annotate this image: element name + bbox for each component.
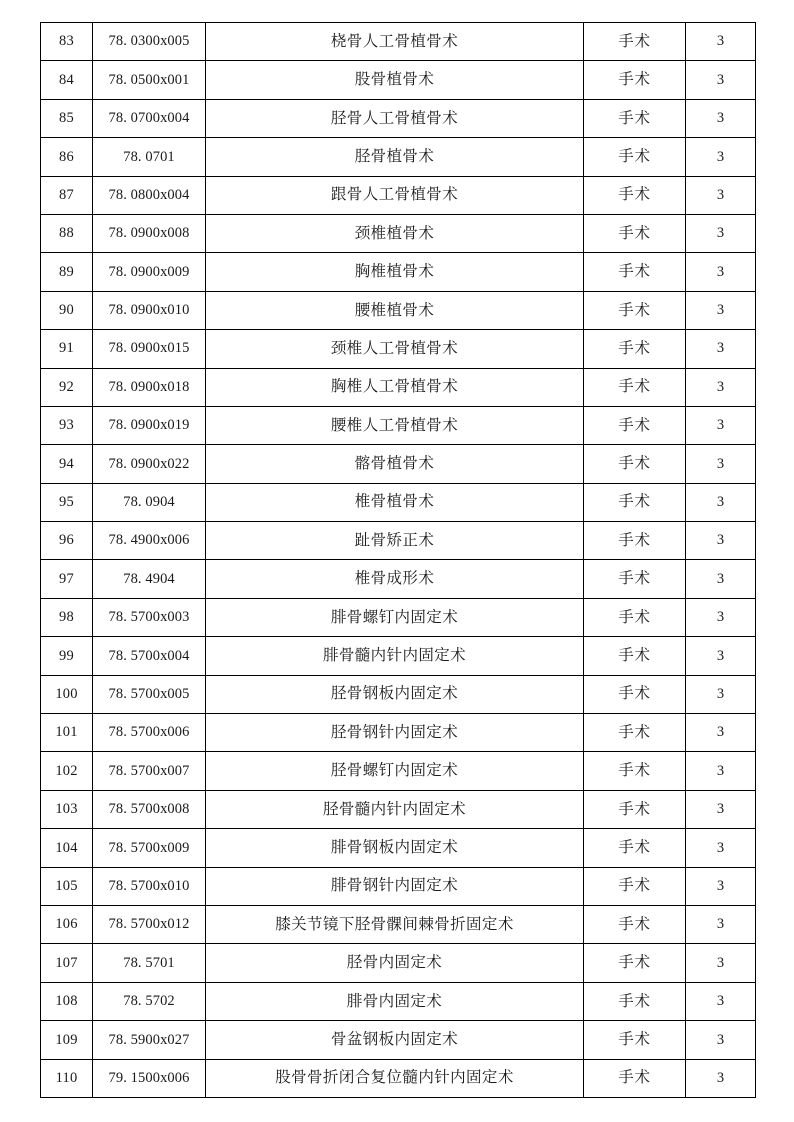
cell-category: 手术 bbox=[584, 790, 686, 828]
cell-procedure-name: 胫骨内固定术 bbox=[206, 944, 584, 982]
cell-procedure-name: 跟骨人工骨植骨术 bbox=[206, 176, 584, 214]
cell-procedure-code: 78. 5700x004 bbox=[93, 637, 206, 675]
table-row bbox=[41, 905, 756, 943]
table-row bbox=[41, 829, 756, 867]
cell-level: 3 bbox=[686, 675, 756, 713]
cell-category: 手术 bbox=[584, 176, 686, 214]
cell-procedure-code: 78. 5900x027 bbox=[93, 1021, 206, 1059]
cell-procedure-name: 胫骨螺钉内固定术 bbox=[206, 752, 584, 790]
cell-category: 手术 bbox=[584, 1021, 686, 1059]
cell-procedure-name: 腓骨钢板内固定术 bbox=[206, 829, 584, 867]
cell-procedure-name: 股骨植骨术 bbox=[206, 61, 584, 99]
cell-procedure-name: 胸椎植骨术 bbox=[206, 253, 584, 291]
table-row bbox=[41, 1021, 756, 1059]
cell-category: 手术 bbox=[584, 61, 686, 99]
cell-level: 3 bbox=[686, 1021, 756, 1059]
cell-procedure-code: 79. 1500x006 bbox=[93, 1059, 206, 1097]
cell-category: 手术 bbox=[584, 598, 686, 636]
cell-category: 手术 bbox=[584, 905, 686, 943]
cell-sequence-number: 93 bbox=[41, 406, 93, 444]
cell-sequence-number: 92 bbox=[41, 368, 93, 406]
table-row bbox=[41, 637, 756, 675]
table-row bbox=[41, 99, 756, 137]
cell-level: 3 bbox=[686, 176, 756, 214]
cell-procedure-code: 78. 5700x006 bbox=[93, 714, 206, 752]
cell-procedure-code: 78. 0900x022 bbox=[93, 445, 206, 483]
table-row bbox=[41, 406, 756, 444]
cell-sequence-number: 100 bbox=[41, 675, 93, 713]
cell-category: 手术 bbox=[584, 637, 686, 675]
cell-level: 3 bbox=[686, 905, 756, 943]
table-row bbox=[41, 445, 756, 483]
cell-procedure-name: 趾骨矫正术 bbox=[206, 522, 584, 560]
table-row bbox=[41, 368, 756, 406]
cell-procedure-code: 78. 4904 bbox=[93, 560, 206, 598]
cell-sequence-number: 88 bbox=[41, 214, 93, 252]
procedure-table-container bbox=[40, 22, 755, 1098]
cell-level: 3 bbox=[686, 982, 756, 1020]
cell-category: 手术 bbox=[584, 23, 686, 61]
cell-category: 手术 bbox=[584, 522, 686, 560]
cell-sequence-number: 99 bbox=[41, 637, 93, 675]
cell-procedure-code: 78. 0800x004 bbox=[93, 176, 206, 214]
cell-sequence-number: 101 bbox=[41, 714, 93, 752]
cell-level: 3 bbox=[686, 867, 756, 905]
cell-sequence-number: 104 bbox=[41, 829, 93, 867]
cell-procedure-name: 股骨骨折闭合复位髓内针内固定术 bbox=[206, 1059, 584, 1097]
cell-procedure-name: 胫骨植骨术 bbox=[206, 138, 584, 176]
cell-level: 3 bbox=[686, 368, 756, 406]
cell-category: 手术 bbox=[584, 368, 686, 406]
cell-level: 3 bbox=[686, 790, 756, 828]
cell-category: 手术 bbox=[584, 483, 686, 521]
cell-procedure-name: 腓骨内固定术 bbox=[206, 982, 584, 1020]
cell-procedure-name: 桡骨人工骨植骨术 bbox=[206, 23, 584, 61]
cell-procedure-code: 78. 5700x007 bbox=[93, 752, 206, 790]
cell-sequence-number: 87 bbox=[41, 176, 93, 214]
cell-procedure-name: 颈椎人工骨植骨术 bbox=[206, 330, 584, 368]
cell-procedure-code: 78. 5700x010 bbox=[93, 867, 206, 905]
cell-sequence-number: 90 bbox=[41, 291, 93, 329]
table-row bbox=[41, 291, 756, 329]
table-row bbox=[41, 1059, 756, 1097]
cell-category: 手术 bbox=[584, 330, 686, 368]
table-row bbox=[41, 714, 756, 752]
cell-procedure-code: 78. 0900x008 bbox=[93, 214, 206, 252]
cell-sequence-number: 97 bbox=[41, 560, 93, 598]
cell-category: 手术 bbox=[584, 1059, 686, 1097]
table-row bbox=[41, 253, 756, 291]
cell-category: 手术 bbox=[584, 214, 686, 252]
cell-sequence-number: 83 bbox=[41, 23, 93, 61]
cell-sequence-number: 110 bbox=[41, 1059, 93, 1097]
cell-category: 手术 bbox=[584, 560, 686, 598]
cell-procedure-code: 78. 0900x009 bbox=[93, 253, 206, 291]
cell-level: 3 bbox=[686, 1059, 756, 1097]
cell-category: 手术 bbox=[584, 445, 686, 483]
cell-procedure-name: 胫骨髓内针内固定术 bbox=[206, 790, 584, 828]
cell-procedure-name: 腰椎人工骨植骨术 bbox=[206, 406, 584, 444]
table-row bbox=[41, 330, 756, 368]
cell-sequence-number: 108 bbox=[41, 982, 93, 1020]
cell-sequence-number: 94 bbox=[41, 445, 93, 483]
cell-sequence-number: 106 bbox=[41, 905, 93, 943]
cell-level: 3 bbox=[686, 560, 756, 598]
cell-level: 3 bbox=[686, 445, 756, 483]
cell-sequence-number: 105 bbox=[41, 867, 93, 905]
table-row bbox=[41, 214, 756, 252]
cell-sequence-number: 109 bbox=[41, 1021, 93, 1059]
table-row bbox=[41, 752, 756, 790]
cell-procedure-code: 78. 5700x012 bbox=[93, 905, 206, 943]
table-row bbox=[41, 560, 756, 598]
cell-category: 手术 bbox=[584, 253, 686, 291]
table-row bbox=[41, 176, 756, 214]
cell-procedure-code: 78. 0900x019 bbox=[93, 406, 206, 444]
cell-category: 手术 bbox=[584, 867, 686, 905]
cell-sequence-number: 102 bbox=[41, 752, 93, 790]
cell-category: 手术 bbox=[584, 829, 686, 867]
cell-procedure-code: 78. 0900x018 bbox=[93, 368, 206, 406]
cell-sequence-number: 103 bbox=[41, 790, 93, 828]
cell-procedure-name: 腓骨钢针内固定术 bbox=[206, 867, 584, 905]
cell-sequence-number: 91 bbox=[41, 330, 93, 368]
cell-procedure-name: 胫骨钢板内固定术 bbox=[206, 675, 584, 713]
cell-procedure-name: 椎骨成形术 bbox=[206, 560, 584, 598]
cell-level: 3 bbox=[686, 291, 756, 329]
cell-level: 3 bbox=[686, 752, 756, 790]
cell-level: 3 bbox=[686, 23, 756, 61]
cell-procedure-name: 腰椎植骨术 bbox=[206, 291, 584, 329]
table-row bbox=[41, 598, 756, 636]
cell-procedure-name: 髂骨植骨术 bbox=[206, 445, 584, 483]
table-row bbox=[41, 23, 756, 61]
cell-procedure-name: 腓骨螺钉内固定术 bbox=[206, 598, 584, 636]
cell-level: 3 bbox=[686, 99, 756, 137]
cell-procedure-code: 78. 0900x015 bbox=[93, 330, 206, 368]
table-row bbox=[41, 522, 756, 560]
table-row bbox=[41, 867, 756, 905]
cell-procedure-code: 78. 5700x003 bbox=[93, 598, 206, 636]
cell-sequence-number: 89 bbox=[41, 253, 93, 291]
cell-procedure-code: 78. 0700x004 bbox=[93, 99, 206, 137]
cell-procedure-name: 胫骨钢针内固定术 bbox=[206, 714, 584, 752]
cell-procedure-name: 胫骨人工骨植骨术 bbox=[206, 99, 584, 137]
cell-category: 手术 bbox=[584, 944, 686, 982]
procedure-table-body bbox=[41, 23, 756, 1098]
cell-sequence-number: 107 bbox=[41, 944, 93, 982]
cell-sequence-number: 86 bbox=[41, 138, 93, 176]
cell-procedure-name: 腓骨髓内针内固定术 bbox=[206, 637, 584, 675]
cell-level: 3 bbox=[686, 714, 756, 752]
cell-procedure-code: 78. 0500x001 bbox=[93, 61, 206, 99]
table-row bbox=[41, 944, 756, 982]
cell-level: 3 bbox=[686, 253, 756, 291]
cell-category: 手术 bbox=[584, 99, 686, 137]
cell-level: 3 bbox=[686, 138, 756, 176]
cell-level: 3 bbox=[686, 944, 756, 982]
table-row bbox=[41, 675, 756, 713]
cell-procedure-code: 78. 4900x006 bbox=[93, 522, 206, 560]
cell-procedure-code: 78. 0904 bbox=[93, 483, 206, 521]
cell-procedure-code: 78. 5702 bbox=[93, 982, 206, 1020]
table-row bbox=[41, 790, 756, 828]
cell-procedure-code: 78. 0701 bbox=[93, 138, 206, 176]
cell-procedure-code: 78. 5701 bbox=[93, 944, 206, 982]
cell-level: 3 bbox=[686, 522, 756, 560]
cell-sequence-number: 95 bbox=[41, 483, 93, 521]
cell-level: 3 bbox=[686, 483, 756, 521]
cell-procedure-name: 骨盆钢板内固定术 bbox=[206, 1021, 584, 1059]
cell-procedure-name: 颈椎植骨术 bbox=[206, 214, 584, 252]
table-row bbox=[41, 483, 756, 521]
cell-level: 3 bbox=[686, 406, 756, 444]
cell-procedure-code: 78. 5700x005 bbox=[93, 675, 206, 713]
cell-procedure-code: 78. 0300x005 bbox=[93, 23, 206, 61]
cell-level: 3 bbox=[686, 214, 756, 252]
table-row bbox=[41, 138, 756, 176]
cell-category: 手术 bbox=[584, 406, 686, 444]
cell-category: 手术 bbox=[584, 752, 686, 790]
cell-procedure-name: 膝关节镜下胫骨髁间棘骨折固定术 bbox=[206, 905, 584, 943]
table-row bbox=[41, 61, 756, 99]
cell-level: 3 bbox=[686, 598, 756, 636]
cell-category: 手术 bbox=[584, 714, 686, 752]
cell-procedure-code: 78. 0900x010 bbox=[93, 291, 206, 329]
cell-category: 手术 bbox=[584, 982, 686, 1020]
cell-sequence-number: 85 bbox=[41, 99, 93, 137]
cell-procedure-code: 78. 5700x009 bbox=[93, 829, 206, 867]
procedure-table bbox=[40, 22, 756, 1098]
cell-sequence-number: 98 bbox=[41, 598, 93, 636]
cell-level: 3 bbox=[686, 829, 756, 867]
cell-sequence-number: 84 bbox=[41, 61, 93, 99]
cell-category: 手术 bbox=[584, 138, 686, 176]
cell-procedure-name: 椎骨植骨术 bbox=[206, 483, 584, 521]
table-row bbox=[41, 982, 756, 1020]
cell-level: 3 bbox=[686, 637, 756, 675]
cell-level: 3 bbox=[686, 330, 756, 368]
cell-level: 3 bbox=[686, 61, 756, 99]
cell-procedure-code: 78. 5700x008 bbox=[93, 790, 206, 828]
cell-procedure-name: 胸椎人工骨植骨术 bbox=[206, 368, 584, 406]
cell-category: 手术 bbox=[584, 291, 686, 329]
cell-sequence-number: 96 bbox=[41, 522, 93, 560]
cell-category: 手术 bbox=[584, 675, 686, 713]
